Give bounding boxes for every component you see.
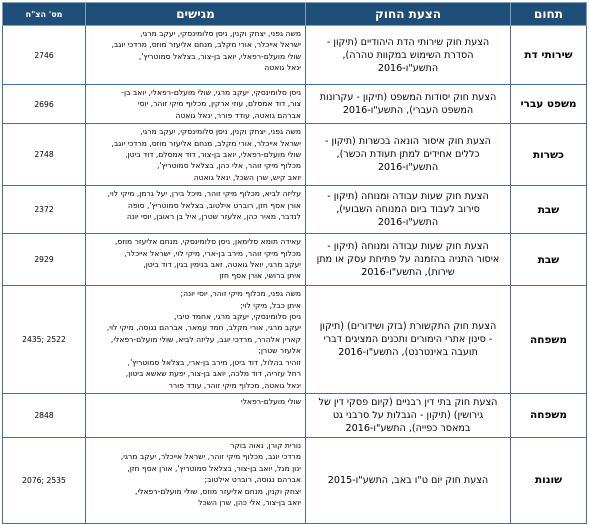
submitters-line: שולי מועלם-רפאלי bbox=[240, 396, 301, 406]
topic-cell: משפחה bbox=[511, 393, 587, 437]
submitters-line: נורית קורן, נאוה בוקר bbox=[230, 440, 301, 450]
submitters-line: איתן כבל, מיקי לוי; bbox=[240, 300, 301, 310]
law-title-cell bbox=[306, 286, 511, 394]
law-title-cell bbox=[306, 186, 511, 234]
header-submitters: מגישים bbox=[86, 3, 306, 26]
law-title-line: הצעת חוק שעות עבודה ומנוחה (תיקון - bbox=[327, 241, 489, 253]
topic-cell: כשרות bbox=[511, 124, 587, 186]
submitters-cell bbox=[86, 26, 306, 85]
table-row bbox=[3, 186, 587, 234]
submitters-line: ישראל אייכלר, אורי מקלב, מנחם אליעזר מוזס, מרדכי יוגב, bbox=[111, 40, 301, 50]
header-number: מס' הצ"ח bbox=[3, 3, 86, 26]
submitters-line: משה גפני, מכלוף מיקי זוהר, יוסי יונה; bbox=[180, 289, 301, 299]
table-row bbox=[3, 85, 587, 124]
submitters-line: ינאל גואטה bbox=[264, 63, 301, 73]
header-law: הצעת החוק bbox=[306, 3, 511, 26]
topic-cell: משפט עברי bbox=[511, 85, 587, 124]
submitters-line: משה גפני, יצחק וקנין, ניסן סלומינסקי, יעקב מרגי, bbox=[140, 127, 301, 137]
submitters-cell bbox=[86, 85, 306, 124]
submitters-cell bbox=[86, 286, 306, 394]
submitters-cell bbox=[86, 437, 306, 523]
law-title-line: הסדרת השימוש במקוות טהרה), bbox=[342, 49, 474, 61]
submitters-line: אלעזר שטרן; bbox=[258, 346, 301, 356]
submitters-line: משה גפני, יצחק וקנין, ניסן סלומינסקי, יעקב מרגי, bbox=[140, 29, 301, 38]
submitters-line: אברהם גואטה, עודד פורר, ינאל גואטה bbox=[175, 110, 301, 120]
law-title-line: במאסר כפייה), התשע"ו-2016 bbox=[345, 422, 471, 434]
law-title-cell bbox=[306, 234, 511, 286]
law-title-cell bbox=[306, 437, 511, 523]
submitters-line: עליזה לביא, מכלוף מיקי זוהר, מיכל בירן, יעל גרמן, מיקי לוי, bbox=[107, 189, 301, 199]
submitters-line: יעקב מרגי, יואל גואטה, זאב בנימין בגין, דוד ביטן, bbox=[143, 260, 301, 270]
topic-cell: שירותי דת bbox=[511, 26, 587, 85]
submitters-line: שולי מועלם-רפאלי, יואב בן-צור, דוד אמסלם, דוד ביטן, bbox=[125, 150, 301, 160]
submitters-line: ינאל גואטה, מכלוף מיקי זוהר, עודד פורר bbox=[168, 380, 301, 390]
topic-cell: שבת bbox=[511, 186, 587, 234]
submitters-line: רחל עזריה, דוד מלכה, יואב בן-צור, יפעת שאשא ביטון, bbox=[125, 369, 301, 379]
law-title-line: התשע"ו-2016 bbox=[377, 217, 439, 229]
topic-cell: משפחה bbox=[511, 286, 587, 394]
submitters-line: קארין אלהרר, מרדכי יוגב, עליזה לביא, שולי מועלם-רפאלי, bbox=[110, 334, 301, 344]
law-title-line: הצעת חוק יסודות המשפט (תיקון - עקרונות bbox=[319, 92, 497, 104]
submitters-line: זוהיר בהלול, דוד ביטן, מירב בן-ארי, בצלאל סמוטריץ', bbox=[127, 357, 301, 367]
bill-number-cell: 2535 ;2076 bbox=[3, 437, 86, 523]
submitters-cell bbox=[86, 393, 306, 437]
law-title-cell bbox=[306, 85, 511, 124]
submitters-line: אורן אסף חזן, רוברט אילטוב, בצלאל סמוטריץ', סופה bbox=[127, 200, 301, 210]
submitters-line: לנדבר, מאיר כהן, אלעזר שטרן, איל בן ראובן, יוסי יונה bbox=[126, 212, 301, 222]
law-title-line: הצעת חוק בתי דין רבניים (קיום פסקי דין של bbox=[318, 396, 498, 408]
submitters-line: יואב בן-צור, אלי כהן, שרן השכל bbox=[198, 497, 301, 507]
submitters-line: ניסן סלומינסקי, יעקב מרגי, אחמד טיבי, bbox=[174, 312, 301, 322]
law-title-cell bbox=[306, 393, 511, 437]
law-title-line: שירות), התשע"ו-2016 bbox=[361, 267, 455, 279]
law-title-cell bbox=[306, 26, 511, 85]
submitters-line: ניסן סלומינסקי, יעקב מרגי, שולי מועלם-רפאלי, יואב בן- bbox=[121, 88, 301, 97]
submitters-cell bbox=[86, 234, 306, 286]
law-title-line: גירושין) (תיקון - הגבלות על סרבני גט bbox=[332, 409, 484, 421]
table-header-row bbox=[3, 3, 587, 26]
bill-number-cell: 2929 bbox=[3, 234, 86, 286]
submitters-line: עאידה תומא סלימאן, ניסן סלומינסקי, מנחם אליעזר מוזס, bbox=[114, 237, 301, 247]
law-title-line: סירוב לעבוד ביום המנוחה השבועי), bbox=[336, 204, 480, 216]
submitters-line: ינון מגל, יואב בן-צור, בצלאל סמוטריץ', אורן אסף חזן, bbox=[127, 463, 301, 473]
bill-number-cell: 2372 bbox=[3, 186, 86, 234]
law-title-line: איסור התניה בהזמנה על פתיחת עסק או מתן bbox=[316, 254, 500, 266]
table-row bbox=[3, 286, 587, 394]
law-title-line: הצעת חוק שירותי הדת היהודיים (תיקון - bbox=[326, 36, 490, 48]
header-topic: תחום bbox=[511, 3, 587, 26]
submitters-cell bbox=[86, 124, 306, 186]
bill-number-cell: 2696 bbox=[3, 85, 86, 124]
submitters-line: אברהם נגוסה, רוברט אילטוב; bbox=[204, 475, 301, 485]
law-title-line: המשפט העברי), התשע"ו-2016 bbox=[342, 105, 474, 117]
table-row bbox=[3, 124, 587, 186]
submitters-line: יצחק וקנין, מנחם אליעזר מוזס, שולי מועלם-רפאלי, bbox=[135, 486, 301, 496]
submitters-line: שולי מועלם-רפאלי, יואב בן-צור, בצלאל סמוטריץ', bbox=[138, 51, 301, 61]
legislation-table-container bbox=[2, 2, 586, 519]
bill-number-cell: 2848 bbox=[3, 393, 86, 437]
table-row bbox=[3, 26, 587, 85]
law-title-line: הצעת חוק יום ט"ו באב, התשע"ו-2015 bbox=[327, 474, 489, 486]
table-body bbox=[3, 26, 587, 524]
submitters-line: יואב קיש, שרן השכל, ינאל גואטה bbox=[193, 172, 301, 182]
bill-number-cell: 2748 bbox=[3, 124, 86, 186]
table-row bbox=[3, 393, 587, 437]
bill-number-cell: 2746 bbox=[3, 26, 86, 85]
table-row bbox=[3, 234, 587, 286]
submitters-line: מכלוף מיקי זוהר, מירב בן-ארי, מיקי לוי, ישראל אייכלר, bbox=[124, 248, 301, 258]
law-title-cell bbox=[306, 124, 511, 186]
submitters-line: מכלוף מיקי זוהר, אלי כהן, בצלאל סמוטריץ', bbox=[156, 161, 301, 171]
law-title-line: הצעת חוק התקשורת (בזק ושידורים) (תיקון bbox=[319, 321, 497, 333]
submitters-line: צור, דוד אמסלם, עוזי ארקין, מכלוף מיקי זוהר, יוסי bbox=[137, 99, 301, 109]
law-title-line: התשע"ו-2016 bbox=[377, 162, 439, 174]
submitters-line: מרדכי יוגב, מכלוף מיקי זוהר, ישראל אייכלר, יעקב מרגי, bbox=[120, 452, 301, 462]
law-title-line: - סינון אתרי הימורים ותכנים המציגים דברי bbox=[323, 334, 493, 346]
law-title-line: כללים אחידים למתן תעודת הכשר), bbox=[336, 149, 480, 161]
table-row bbox=[3, 437, 587, 523]
topic-cell: שבת bbox=[511, 234, 587, 286]
submitters-cell bbox=[86, 186, 306, 234]
topic-cell: שונות bbox=[511, 437, 587, 523]
law-title-line: הצעת חוק שעות עבודה ומנוחה (תיקון - bbox=[327, 191, 489, 203]
submitters-line: יעקב מרגי, אורי מקלב, חמד עמאר, אברהם נגוסה, מיקי לוי, bbox=[106, 323, 301, 333]
law-title-line: התשע"ו-2016 bbox=[377, 62, 439, 74]
legislation-table bbox=[2, 2, 587, 524]
law-title-line: הצעת חוק איסור הונאה בכשרות (תיקון - bbox=[325, 136, 491, 148]
submitters-line: איתן ברושי, אורן אסף חזן bbox=[219, 271, 301, 281]
submitters-line: ישראל אייכלר, אורי מקלב, מנחם אליעזר מוזס, מרדכי יוגב, bbox=[111, 138, 301, 148]
law-title-line: תועבה באינטרנט), התשע"ו-2016 bbox=[338, 347, 478, 359]
bill-number-cell: 2522 ;2435 bbox=[3, 286, 86, 394]
